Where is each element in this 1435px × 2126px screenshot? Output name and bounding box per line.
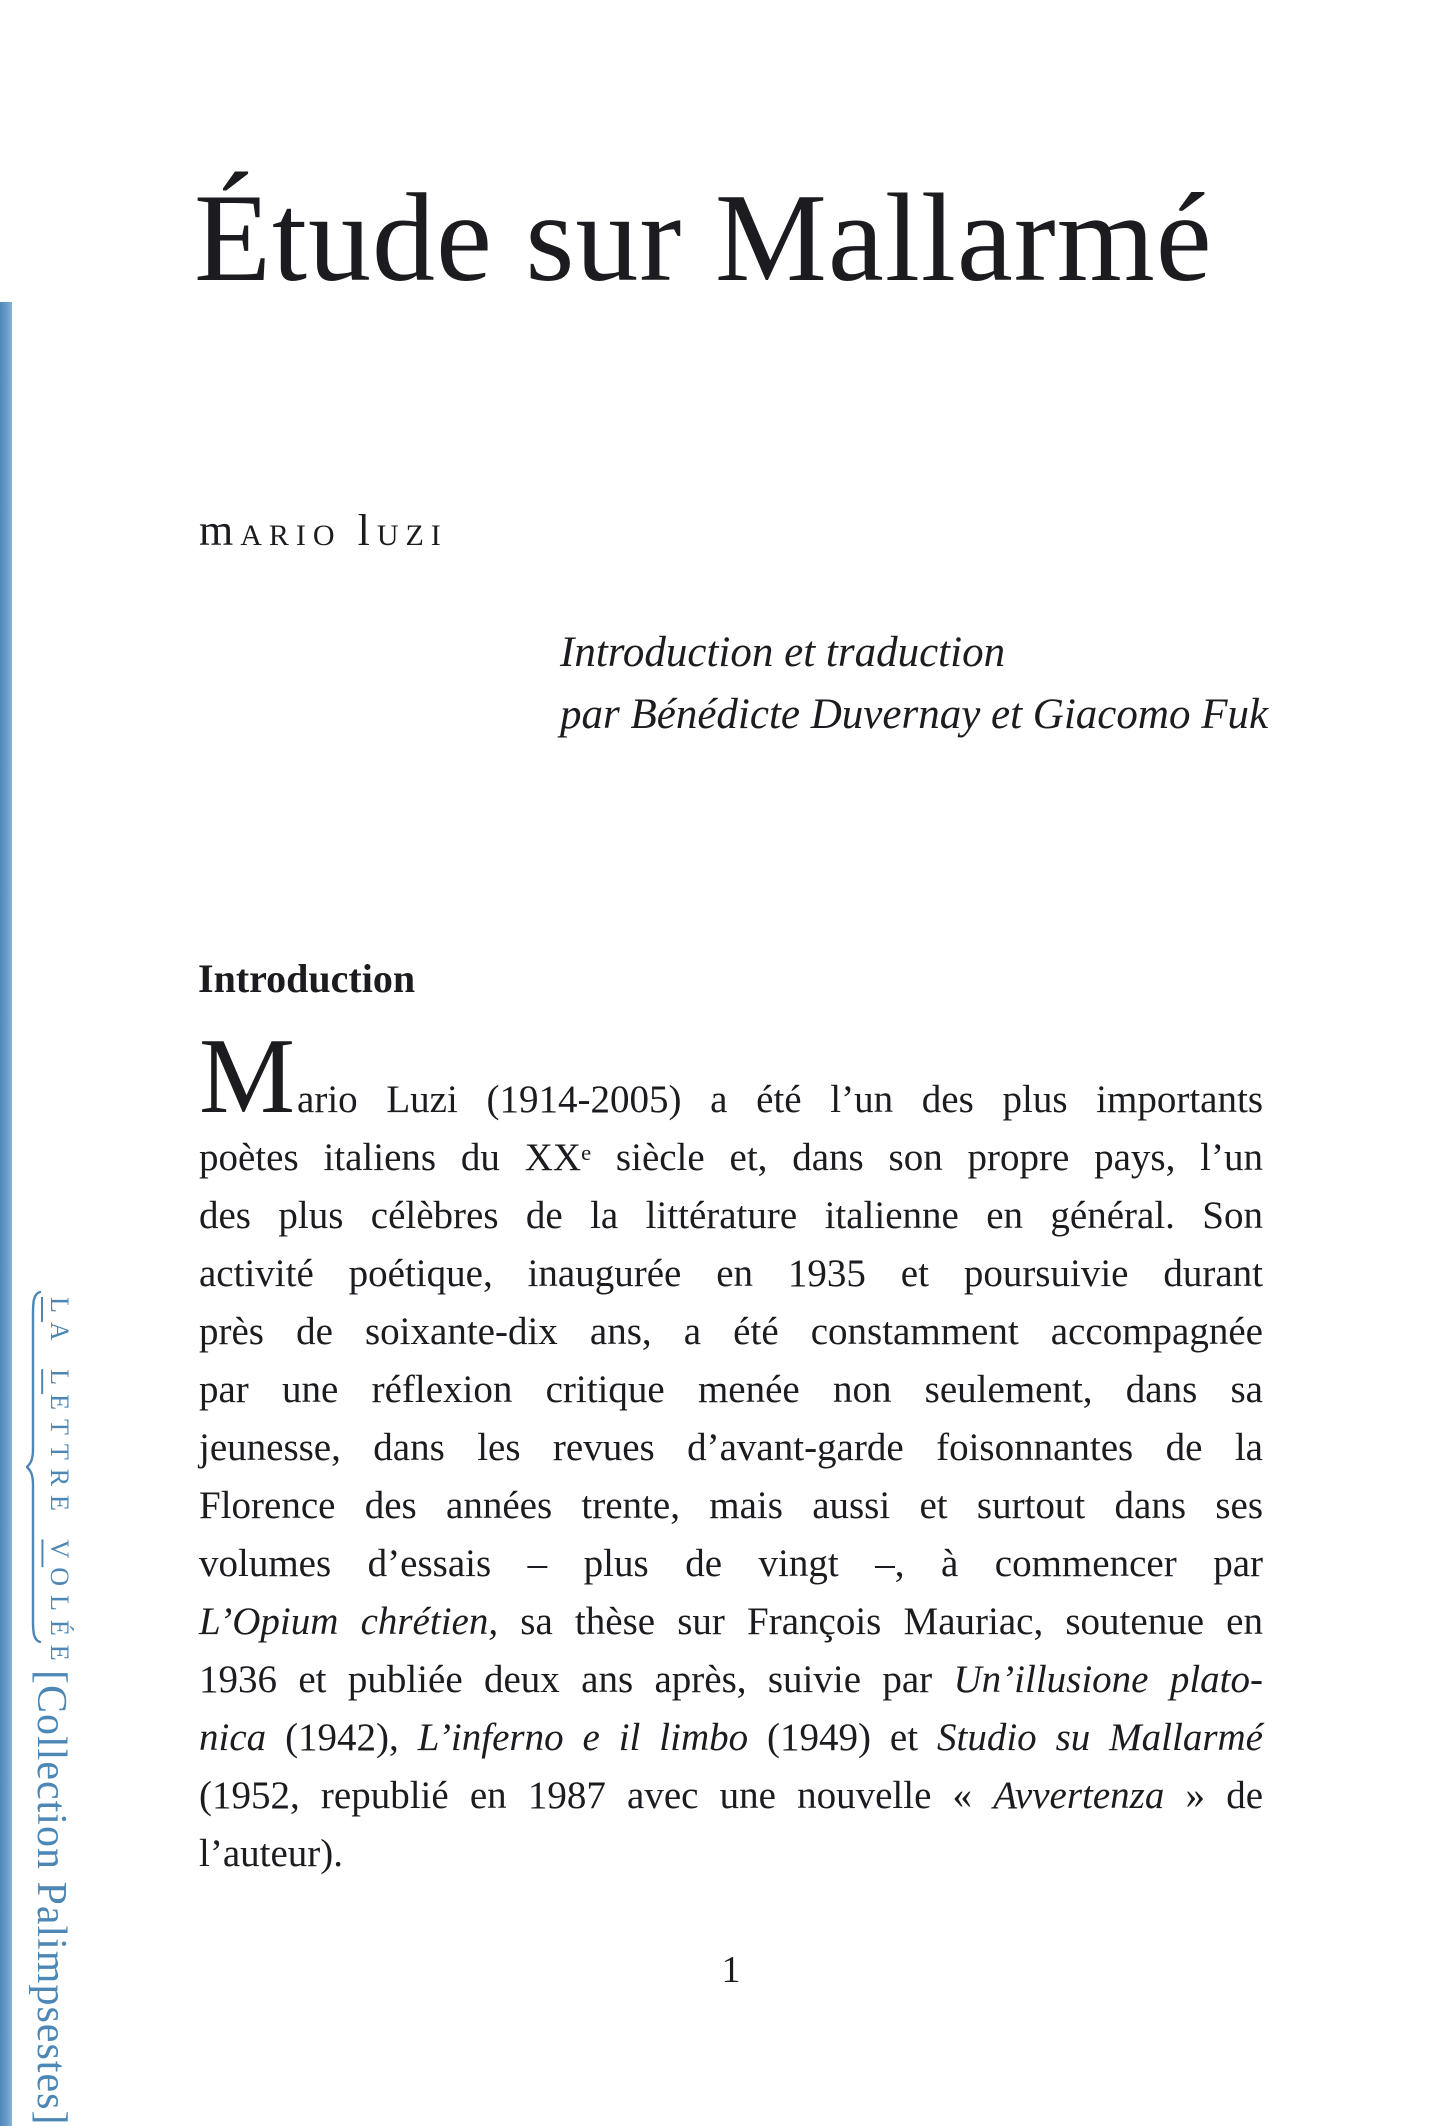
body-line: volumes d’essais – plus de vingt –, à commencer par <box>199 1542 1263 1585</box>
subtitle-block <box>560 622 1268 746</box>
body-line: nica (1942), L’inferno e il limbo (1949) et Studio su Mallarmé <box>199 1716 1263 1759</box>
body-line: poètes italiens du XXe siècle et, dans son propre pays, l’un <box>199 1136 1264 1179</box>
body-line: Florence des années trente, mais aussi et surtout dans ses <box>199 1484 1263 1527</box>
book-title: Étude sur Mallarmé <box>194 169 1213 308</box>
brace-icon <box>26 1291 42 1643</box>
publisher-vertical-label <box>44 1297 74 1670</box>
body-line: l’auteur). <box>199 1832 344 1875</box>
spine-accent-bar <box>0 302 12 2126</box>
section-heading: Introduction <box>198 956 416 1001</box>
author-name <box>199 505 464 556</box>
raised-initial: M <box>199 1017 298 1136</box>
body-line: jeunesse, dans les revues d’avant-garde foisonnantes de la <box>199 1426 1263 1469</box>
publisher-word: LA <box>45 1297 74 1350</box>
body-line: Mario Luzi (1914-2005) a été l’un des plus importants <box>199 1017 1263 1136</box>
body-line: près de soixante-dix ans, a été constamment accompagnée <box>199 1310 1263 1353</box>
body-line: (1952, republié en 1987 avec une nouvelle « Avvertenza » de <box>199 1774 1263 1817</box>
subtitle-line-2: par Bénédicte Duvernay et Giacomo Fuk <box>560 691 1269 738</box>
publisher-word: LETTRE <box>45 1369 74 1520</box>
page-number: 1 <box>721 1949 741 1991</box>
author-word: mARIO <box>199 506 342 555</box>
author-word: lUZI <box>357 506 448 555</box>
body-line: activité poétique, inaugurée en 1935 et poursuivie durant <box>199 1252 1263 1295</box>
body-paragraph <box>199 1017 1264 1883</box>
body-line: L’Opium chrétien, sa thèse sur François Mauriac, soutenue en <box>199 1600 1263 1643</box>
publisher-word: VOLÉE <box>45 1539 74 1670</box>
body-line: 1936 et publiée deux ans après, suivie par Un’illusione plato- <box>199 1658 1264 1701</box>
subtitle-line-1: Introduction et traduction <box>560 629 1006 676</box>
body-line: par une réflexion critique menée non seulement, dans sa <box>199 1368 1263 1411</box>
collection-vertical-label: [Collection Palimpsestes] <box>28 1670 74 2126</box>
body-line: des plus célèbres de la littérature italienne en général. Son <box>199 1194 1263 1237</box>
